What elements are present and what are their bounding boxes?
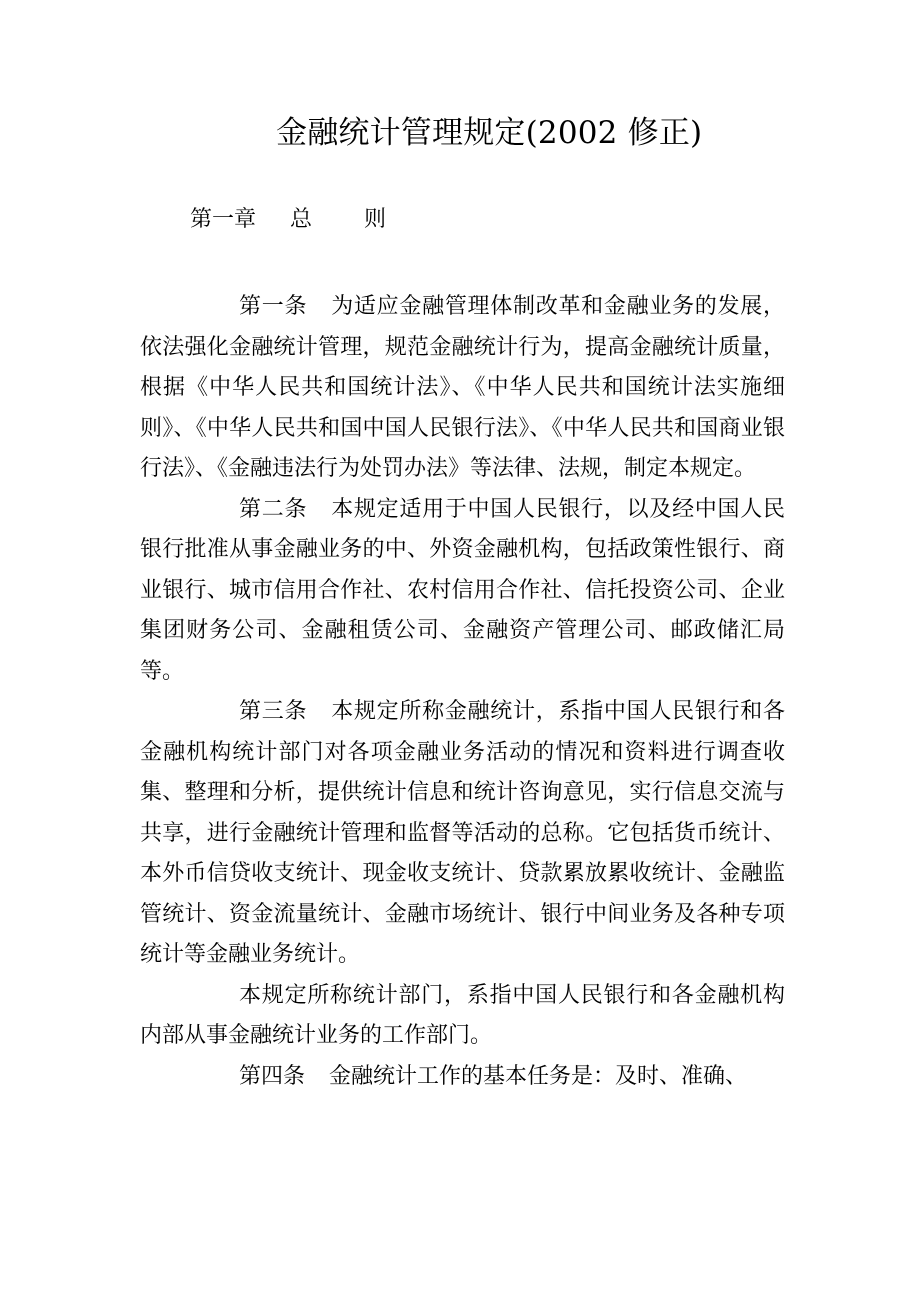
article-paragraph <box>140 692 785 976</box>
article-paragraph <box>140 287 785 490</box>
article-text: 本规定所称金融统计，系指中国人民银行和各金融机构统计部门对各项金融业务活动的情况和资料进行调查收集、整理和分析，提供统计信息和统计咨询意见，实行信息交流与共享，进行金融统计管理和监督等活动的总称。它包括货币统计、本外币信贷收支统计、现金收支统计、贷款累放累收统计、金融监管统计、资金流量统计、金融市场统计、银行中间业务及各种专项统计等金融业务统计。 <box>140 699 785 967</box>
article-paragraph <box>140 1057 785 1098</box>
document-title: 金融统计管理规定(2002 修正) <box>276 115 703 151</box>
chapter-heading <box>190 204 386 236</box>
article-number: 第四条 <box>239 1063 306 1089</box>
article-paragraph <box>140 976 785 1057</box>
article-text: 本规定所称统计部门，系指中国人民银行和各金融机构内部从事金融统计业务的工作部门。 <box>140 982 785 1048</box>
article-text: 本规定适用于中国人民银行，以及经中国人民银行批准从事金融业务的中、外资金融机构，包括政策性银行、商业银行、城市信用合作社、农村信用合作社、信托投资公司、企业集团财务公司、金融租赁公司、金融资产管理公司、邮政储汇局等。 <box>140 496 785 684</box>
chapter-name-part2: 则 <box>364 207 387 232</box>
article-paragraph <box>140 490 785 693</box>
chapter-number: 第一章 <box>190 207 257 232</box>
document-body <box>140 287 785 1097</box>
article-number: 第二条 <box>239 496 308 522</box>
article-number: 第三条 <box>239 699 308 724</box>
chapter-name-part1: 总 <box>290 207 313 232</box>
article-text: 金融统计工作的基本任务是：及时、准确、 <box>329 1063 748 1089</box>
article-text: 为适应金融管理体制改革和金融业务的发展，依法强化金融统计管理，规范金融统计行为，提高金融统计质量，根据《中华人民共和国统计法》、《中华人民共和国统计法实施细则》、《中华人民共和国中国人民银行法》、《中华人民共和国商业银行法》、《金融违法行为处罚办法》等法律、法规，制定本规定。 <box>140 294 785 481</box>
article-number: 第一条 <box>239 294 308 319</box>
